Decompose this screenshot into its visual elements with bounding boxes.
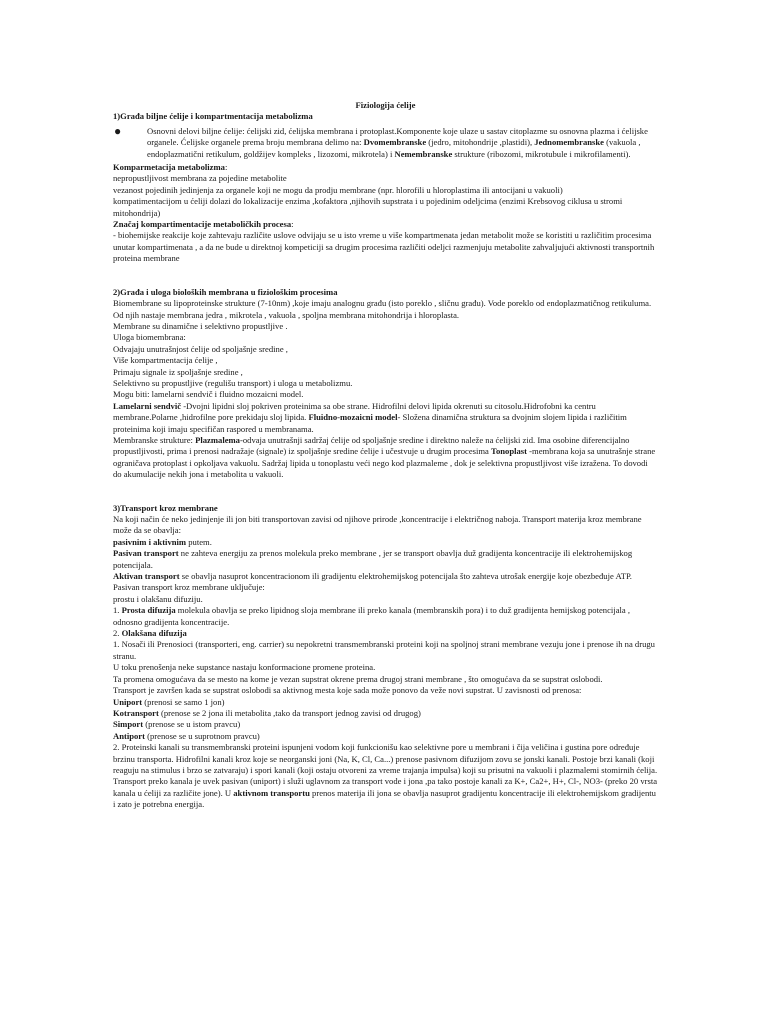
- text-run: strukture (ribozomi, mikrotubule i mikrofilamenti).: [452, 148, 631, 159]
- kompartmentacija-line: kompatimentacijom u ćeliji dolazi do lokalizacije enzima ,kofaktora ,njihovih supstrata i u pojedinim odeljcima (enzimi Krebsovog ciklusa u stromi mitohondrija): [113, 196, 623, 218]
- bold-term: Plazmalema: [195, 434, 240, 445]
- znacaj-label-line: [113, 219, 658, 230]
- bold-term: aktivnom transportu: [233, 787, 310, 798]
- section-3-heading: 3)Transport kroz membrane: [113, 502, 218, 513]
- paragraph: Biomembrane su lipoproteinske strukture (7-10nm) ,koje imaju analognu građu (isto poreklo , sličnu građu). Vode poreklo od endoplazmatičnog retikuluma. Od njih nastaje membrana jedra , mikrotela , vakuola , spoljna membrana mitohondrija i hloroplasta.: [113, 298, 652, 320]
- text-run: -membrana koja sa unutrašnje strane ograničava protoplast i opkoljava vakuolu. Sadržaj lipida u tonoplastu veći nego kod plazmaleme , dok je selektivna propustljivost više izražena. To dovodi do akumulacije nekih jona i metabolita u vakuoli.: [113, 446, 656, 480]
- transport-type-line: [113, 697, 658, 708]
- bold-term: Komparmetacija metabolizma: [113, 162, 225, 173]
- paragraph: 2. Proteinski kanali su transmembranski proteini ispunjeni vodom koji funkcionišu kao selektivne pore u membrani i čija veličina i gustina pore određuje brzinu transporta. Hidrofilni kanali kroz koje se neorganski joni (Na, K, Cl, Ca...) prenose pasivnom difuzijom zovu se jonski kanali. Postoje brzi kanali (koji reaguju na stimulus i brzo se zatvaraju) i spori kanali (koji ostaju otvoreni za vreme trajanja impulsa) koji su prisutni na vakuoli i plazmalemi stomirnih ćelija.: [113, 742, 658, 775]
- paragraph: [113, 776, 658, 810]
- transport-type-line: [113, 719, 658, 730]
- text-run: (vakuola , endoplazmatični retikulum, goldžijev kompleks , lizozomi, mikrotela) i: [147, 137, 641, 159]
- paragraph: Na koji način će neko jedinjenje ili jon biti transportovan zavisi od njihove prirode ,koncentracije i električnog naboja. Transport materija kroz membrane može da se obavlja:: [113, 514, 642, 536]
- bold-term: Dvomembranske: [363, 137, 427, 148]
- text-run: -odvaja unutrašnji sadržaj ćelije od spoljašnje sredine i direktno naleže na ćelijski zid. Ima osobine diferencijalno propustljivosti, prima i prenosi nadražaje (signale) iz spoljašnje sredine ćelije i učestvuje u drugim procesima: [113, 434, 630, 457]
- paragraph: prostu i olakšanu difuziju.: [113, 593, 203, 604]
- paragraph: Ta promena omogućava da se mesto na kome je vezan supstrat okrene prema drugoj strani membrane , što omogućava da se supstrat oslobodi.: [113, 673, 603, 684]
- text-run: (prenosi se samo 1 jon): [142, 696, 225, 707]
- paragraph: [113, 605, 658, 628]
- bold-term: Olakšana difuzija: [121, 628, 187, 639]
- bold-term: Jednomembranske: [534, 137, 604, 148]
- role-line: Primaju signale iz spoljašnje sredine ,: [113, 366, 243, 377]
- paragraph: Uloga biomembrana:: [113, 332, 186, 343]
- document-page: [113, 100, 658, 811]
- paragraph: Pasivan transport kroz membrane uključuje:: [113, 582, 265, 593]
- text-run: Membranske strukture:: [113, 434, 196, 445]
- role-line: Više kompartmentacija ćelije ,: [113, 355, 218, 366]
- bold-term: Značaj kompartimentacije metaboličkih procesa: [113, 219, 292, 230]
- paragraph: 1. Nosači ili Prenosioci (transporteri, eng. carrier) su nepokretni transmembranski proteini koji na spoljnoj strani membrane vezuju jone i prenose ih na drugu stranu.: [113, 639, 655, 661]
- section-gap: [113, 265, 658, 287]
- bold-term: Kotransport: [113, 707, 159, 718]
- membrane-models-paragraph: [113, 401, 658, 435]
- text-run: Transport preko kanala je uvek pasivan (uniport) i služi uglavnom za transport vode i jona ,pa tako postoje kanali za K+, Ca2+, H+, Cl-, NO3- (preko 20 vrsta kanala u ćeliji za različite jone). U: [113, 776, 658, 798]
- bullet-item: [113, 123, 658, 160]
- bold-term: Tonoplast: [491, 446, 528, 457]
- bold-term: Nemembranske: [394, 148, 453, 159]
- transport-type-line: [113, 731, 658, 742]
- text-run: :: [291, 219, 294, 230]
- text-run: 1.: [113, 605, 122, 616]
- text-run: - Složena dinamična struktura sa dvojnim slojem lipida i različitim proteinima koji imaju specifičan raspored u membranama.: [113, 412, 627, 434]
- bold-term: Prosta difuzija: [121, 605, 176, 616]
- text-run: 2.: [113, 628, 122, 639]
- text-run: ne zahteva energiju za prenos molekula preko membrane , jer se transport obavlja duž gradijenta koncentracije ili elektrohemijskog potencijala.: [113, 548, 633, 570]
- bold-term: Simport: [113, 719, 144, 730]
- section-2-heading: 2)Građa i uloga bioloških membrana u fiziološkim procesima: [113, 286, 338, 297]
- paragraph: [113, 571, 658, 582]
- section-gap: [113, 481, 658, 503]
- text-run: (prenose se u suprotnom pravcu): [145, 730, 260, 741]
- bold-term: Aktivan transport: [113, 571, 180, 582]
- document-title: Fiziologija ćelije: [355, 100, 416, 110]
- bold-term: Pasivan transport: [113, 548, 179, 559]
- bold-term: Antiport: [113, 730, 145, 741]
- paragraph: [113, 628, 658, 639]
- role-line: Selektivno su propustljive (regulišu transport) i uloga u metabolizmu.: [113, 377, 353, 388]
- text-run: molekula obavlja se preko lipidnog sloja membrane ili preko kanala (membranskih pora) i to duž gradijenta hemijskog potencijala , odnosno gradijenta koncentracije.: [113, 605, 631, 627]
- paragraph: Mogu biti: lamelarni sendvič i fluidno mozaicni model.: [113, 389, 304, 400]
- text-run: (prenose se 2 jona ili metabolita ,tako da transport jednog zavisi od drugog): [158, 707, 421, 718]
- paragraph: Membrane su dinamične i selektivno propustljive .: [113, 320, 288, 331]
- text-run: (jedro, mitohondrije ,plastidi),: [426, 137, 535, 148]
- bold-term: pasivnim i aktivnim: [113, 536, 187, 547]
- znacaj-paragraph: - biohemijske reakcije koje zahtevaju različite uslove odvijaju se u isto vreme u više kompartmenata jedan metabolit može se koristiti u različitim procesima unutar kompartimenata , a da ne bude u direktnoj kompeticiji sa drugim procesima različiti odeljci razmenjuju metabolite zahvaljujući aktivnosti transportnih proteina membrane: [113, 230, 655, 264]
- text-run: putem.: [186, 536, 212, 547]
- text-run: :: [224, 162, 228, 173]
- paragraph: [113, 537, 658, 548]
- transport-type-line: [113, 708, 658, 719]
- text-run: prenos materija ili jona se obavlja nasuprot gradijentu koncentracije ili elektrohemijskom gradijentu i zato je potrebna energija.: [113, 787, 656, 810]
- paragraph: U toku prenošenja neke supstance nastaju konformacione promene proteina.: [113, 662, 376, 673]
- paragraph: Transport je završen kada se supstrat oslobodi sa aktivnog mesta koje sada može ponovo da veže novi supstrat. U zavisnosti od prenosa:: [113, 685, 582, 696]
- role-line: Odvajaju unutrašnjost ćelije od spoljašnje sredine ,: [113, 343, 288, 354]
- bold-term: Lamelarni sendvič: [113, 400, 182, 411]
- kompartmentacija-line: nepropustljivost membrana za pojedine metabolite: [113, 173, 287, 184]
- text-run: (prenose se u istom pravcu): [143, 719, 241, 730]
- paragraph: [113, 548, 658, 571]
- bullet-text: [147, 126, 648, 159]
- text-run: -Dvojni lipidni sloj pokriven proteinima sa obe strane. Hidrofilni delovi lipida okrenuti su citosolu.Hidrofobni ka centru membrane.Polarne ,hidrofilne pore prekidaju sloj lipida.: [113, 400, 596, 423]
- bullet-icon: ●: [114, 123, 122, 138]
- section-1-heading: 1)Građa biljne ćelije i kompartmentacija metabolizma: [113, 111, 313, 122]
- kompartmentacija-label-line: [113, 162, 658, 173]
- kompartmentacija-line: vezanost pojedinih jedinjenja za organele koji ne mogu da prodju membrane (npr. hlorofili u hloroplastima ili antocijani u vakuoli): [113, 184, 563, 195]
- bold-term: Fluidno-mozaicni model: [308, 412, 398, 423]
- text-run: Osnovni delovi biljne ćelije: ćelijski zid, ćelijska membrana i protoplast.Komponente koje ulaze u sastav citoplazme su osnovna plazma i ćelijske organele. Ćelijske organele prema broju membrana delimo na:: [147, 125, 648, 148]
- membrane-structures-paragraph: [113, 435, 658, 481]
- bold-term: Uniport: [113, 696, 143, 707]
- text-run: se obavlja nasuprot koncentracionom ili gradijentu elektrohemijskog potencijala što zahteva utrošak energije koje obezbeđuje ATP.: [179, 571, 632, 582]
